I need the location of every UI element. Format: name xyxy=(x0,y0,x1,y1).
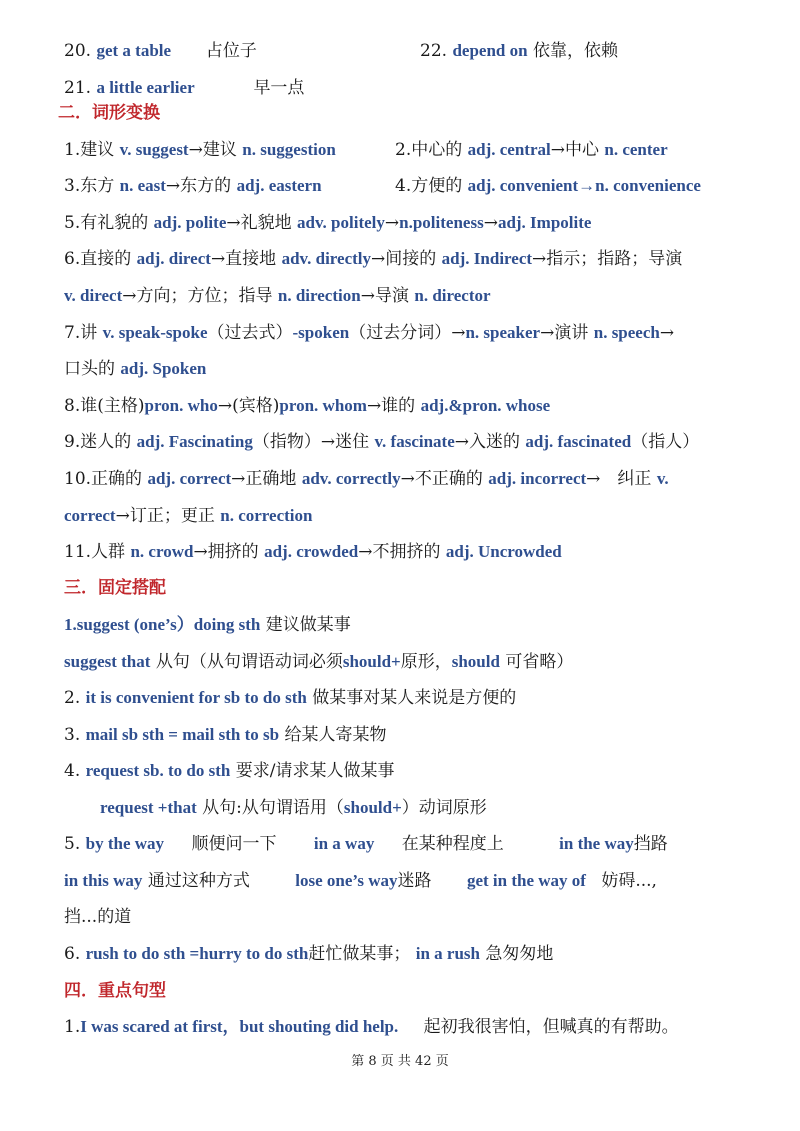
term: adj. correct xyxy=(147,469,232,488)
text: 2.中心的 xyxy=(395,140,463,160)
word-form-line-12 xyxy=(64,541,760,563)
term: adj. direct xyxy=(136,249,211,268)
phrase: suggest (one’s）doing sth xyxy=(76,615,261,634)
term: adj. polite xyxy=(153,213,227,232)
number: 1. xyxy=(64,1017,81,1037)
phrase: request +that xyxy=(100,798,197,817)
number: 4. xyxy=(64,761,81,781)
collocation-4a xyxy=(64,760,760,782)
term: n. convenience xyxy=(595,176,701,195)
text: （指物）→迷住 xyxy=(252,432,370,452)
chinese-meaning: 依靠，依赖 xyxy=(532,41,618,61)
number: 3. xyxy=(64,725,81,745)
term: n. speaker xyxy=(465,323,541,342)
number: 5. xyxy=(64,834,81,854)
number: 1. xyxy=(64,615,77,634)
text: →不拥挤的 xyxy=(358,542,441,562)
term: adv. correctly xyxy=(301,469,401,488)
text: 4.方便的 xyxy=(395,176,463,196)
page-footer: 第 8 页 共 42 页 xyxy=(351,1054,449,1069)
term: n. east xyxy=(119,176,166,195)
term: n.politeness xyxy=(399,213,484,232)
word-form-line-8 xyxy=(64,395,760,417)
meaning: 顺便问一下 xyxy=(191,834,277,854)
term: v. speak-spoke xyxy=(102,323,208,342)
text: （指人） xyxy=(631,432,700,452)
text: →礼貌地 xyxy=(226,213,292,233)
term: adv. politely xyxy=(297,213,385,232)
word-form-line-4 xyxy=(64,248,760,270)
text: →直接地 xyxy=(210,249,277,269)
term: adj. Indirect xyxy=(441,249,533,268)
term: v. suggest xyxy=(119,140,189,159)
meaning: 通过这种方式 xyxy=(147,871,250,891)
text: →中心 xyxy=(550,140,599,160)
item-number: 21. xyxy=(64,78,92,98)
english-phrase: get a table xyxy=(96,41,172,60)
term: correct xyxy=(64,506,116,525)
phrase: should+ xyxy=(342,652,401,671)
term: adv. directly xyxy=(281,249,372,268)
term: n. correction xyxy=(220,506,313,525)
text: →拥挤的 xyxy=(193,542,259,562)
sentence: I was scared at first，but shouting did help. xyxy=(80,1017,399,1036)
phrase: rush to do sth =hurry to do sth xyxy=(85,944,309,963)
text: →入迷的 xyxy=(454,432,521,452)
word-form-line-1b xyxy=(395,139,760,161)
meaning: 迷路 xyxy=(397,871,432,891)
text: →指示；指路；导演 xyxy=(532,249,683,269)
english-phrase: depend on xyxy=(452,41,528,60)
text: （过去式） xyxy=(207,323,293,343)
number: 2. xyxy=(64,688,81,708)
text: 从句:从句谓语用（ xyxy=(202,798,344,818)
text: 11.人群 xyxy=(64,542,126,562)
word-form-line-7 xyxy=(64,358,760,380)
word-form-line-10 xyxy=(64,468,760,490)
collocation-1b xyxy=(64,651,760,673)
text: →订正；更正 xyxy=(115,506,215,526)
text: 10.正确的 xyxy=(64,469,143,489)
vocab-item-22 xyxy=(420,40,760,62)
meaning: 建议做某事 xyxy=(265,615,351,635)
number: 6. xyxy=(64,944,81,964)
text: 1.建议 xyxy=(64,140,115,160)
term: adj. eastern xyxy=(236,176,322,195)
text: ）动词原形 xyxy=(401,798,487,818)
phrase: lose one’s way xyxy=(295,871,398,890)
text: →演讲 xyxy=(540,323,589,343)
text: →(宾格) xyxy=(217,396,280,416)
phrase: should+ xyxy=(343,798,402,817)
term: adj. Impolite xyxy=(497,213,592,232)
phrase: request sb. to do sth xyxy=(85,761,231,780)
section-heading-word-forms: 二．词形变换 xyxy=(58,103,160,123)
phrase: in a rush xyxy=(415,944,480,963)
text: →间接的 xyxy=(371,249,437,269)
word-form-line-6 xyxy=(64,322,760,344)
collocation-2 xyxy=(64,687,760,709)
word-form-line-3 xyxy=(64,212,760,234)
text: →东方的 xyxy=(165,176,232,196)
meaning: 给某人寄某物 xyxy=(284,725,387,745)
text: 7.讲 xyxy=(64,323,98,343)
phrase: mail sb sth = mail sth to sb xyxy=(85,725,280,744)
text: 9.迷人的 xyxy=(64,432,132,452)
term: n. center xyxy=(604,140,668,159)
meaning: 挡路 xyxy=(633,834,668,854)
term: adj. central xyxy=(467,140,551,159)
phrase: in this way xyxy=(64,871,143,890)
collocation-6 xyxy=(64,943,760,965)
term: adj. fascinated xyxy=(525,432,632,451)
term: adj. convenient xyxy=(467,176,579,195)
term: adj.&pron. whose xyxy=(420,396,551,415)
collocation-5c xyxy=(64,906,760,928)
meaning: 急匆匆地 xyxy=(485,944,554,964)
text: （过去分词）→ xyxy=(349,323,466,343)
collocation-1a xyxy=(64,614,760,636)
text: 6.直接的 xyxy=(64,249,132,269)
meaning: 妨碍..., xyxy=(601,871,657,891)
term: adj. Fascinating xyxy=(136,432,253,451)
term: pron. whom xyxy=(279,396,367,415)
phrase: in a way xyxy=(313,834,375,853)
word-form-line-11 xyxy=(64,505,760,527)
arrow: → xyxy=(483,213,498,233)
collocation-3 xyxy=(64,724,760,746)
text: →正确地 xyxy=(231,469,297,489)
item-number: 22. xyxy=(420,41,448,61)
collocation-5b xyxy=(64,870,760,892)
term: n. suggestion xyxy=(242,140,336,159)
term: n. speech xyxy=(593,323,660,342)
translation: 起初我很害怕，但喊真的有帮助。 xyxy=(423,1017,679,1037)
term: pron. who xyxy=(144,396,218,415)
collocation-5a xyxy=(64,833,760,855)
arrow: → xyxy=(659,323,675,343)
meaning: 挡...的道 xyxy=(64,907,132,927)
term: adj. Spoken xyxy=(120,359,207,378)
chinese-meaning: 占位子 xyxy=(205,41,257,61)
arrow: → xyxy=(384,213,400,233)
text: 原形， xyxy=(400,652,452,672)
section-heading-collocations: 三．固定搭配 xyxy=(64,578,166,598)
text: 3.东方 xyxy=(64,176,115,196)
meaning: 在某种程度上 xyxy=(401,834,504,854)
term: v. xyxy=(656,469,669,488)
vocab-item-21 xyxy=(64,77,760,99)
text: →建议 xyxy=(188,140,237,160)
section-heading-key-sentences: 四．重点句型 xyxy=(64,981,166,1001)
term: n. crowd xyxy=(130,542,194,561)
text: →谁的 xyxy=(366,396,416,416)
text: 5.有礼貌的 xyxy=(64,213,149,233)
text: →不正确的 xyxy=(400,469,483,489)
english-phrase: a little earlier xyxy=(96,78,195,97)
word-form-line-5 xyxy=(64,285,760,307)
meaning: 赶忙做某事； xyxy=(308,944,411,964)
text: 从句（从句谓语动词必须 xyxy=(155,652,343,672)
term: adj. crowded xyxy=(264,542,359,561)
term: adj. incorrect xyxy=(488,469,587,488)
term: v. direct xyxy=(64,286,123,305)
term: adj. Uncrowded xyxy=(445,542,562,561)
phrase: get in the way of xyxy=(466,871,586,890)
text: →导演 xyxy=(360,286,409,306)
text: 口头的 xyxy=(64,359,115,379)
text: →方向；方位；指导 xyxy=(122,286,273,306)
text: 8.谁(主格) xyxy=(64,396,145,416)
chinese-meaning: 早一点 xyxy=(253,78,305,98)
word-form-line-9 xyxy=(64,431,760,453)
meaning: 要求/请求某人做某事 xyxy=(235,761,395,781)
text: → 纠正 xyxy=(586,469,652,489)
term: -spoken xyxy=(292,323,350,342)
meaning: 做某事对某人来说是方便的 xyxy=(312,688,517,708)
phrase: should xyxy=(451,652,500,671)
key-sentence-1 xyxy=(64,1016,760,1038)
arrow: → xyxy=(578,176,596,195)
term: n. direction xyxy=(277,286,361,305)
phrase: in the way xyxy=(559,834,634,853)
text: 可省略） xyxy=(505,652,574,672)
phrase: by the way xyxy=(85,834,165,853)
term: v. fascinate xyxy=(374,432,455,451)
collocation-4b xyxy=(100,797,760,819)
term: n. director xyxy=(414,286,491,305)
phrase: suggest that xyxy=(64,652,151,671)
item-number: 20. xyxy=(64,41,92,61)
word-form-line-2b xyxy=(395,175,760,197)
phrase: it is convenient for sb to do sth xyxy=(85,688,307,707)
